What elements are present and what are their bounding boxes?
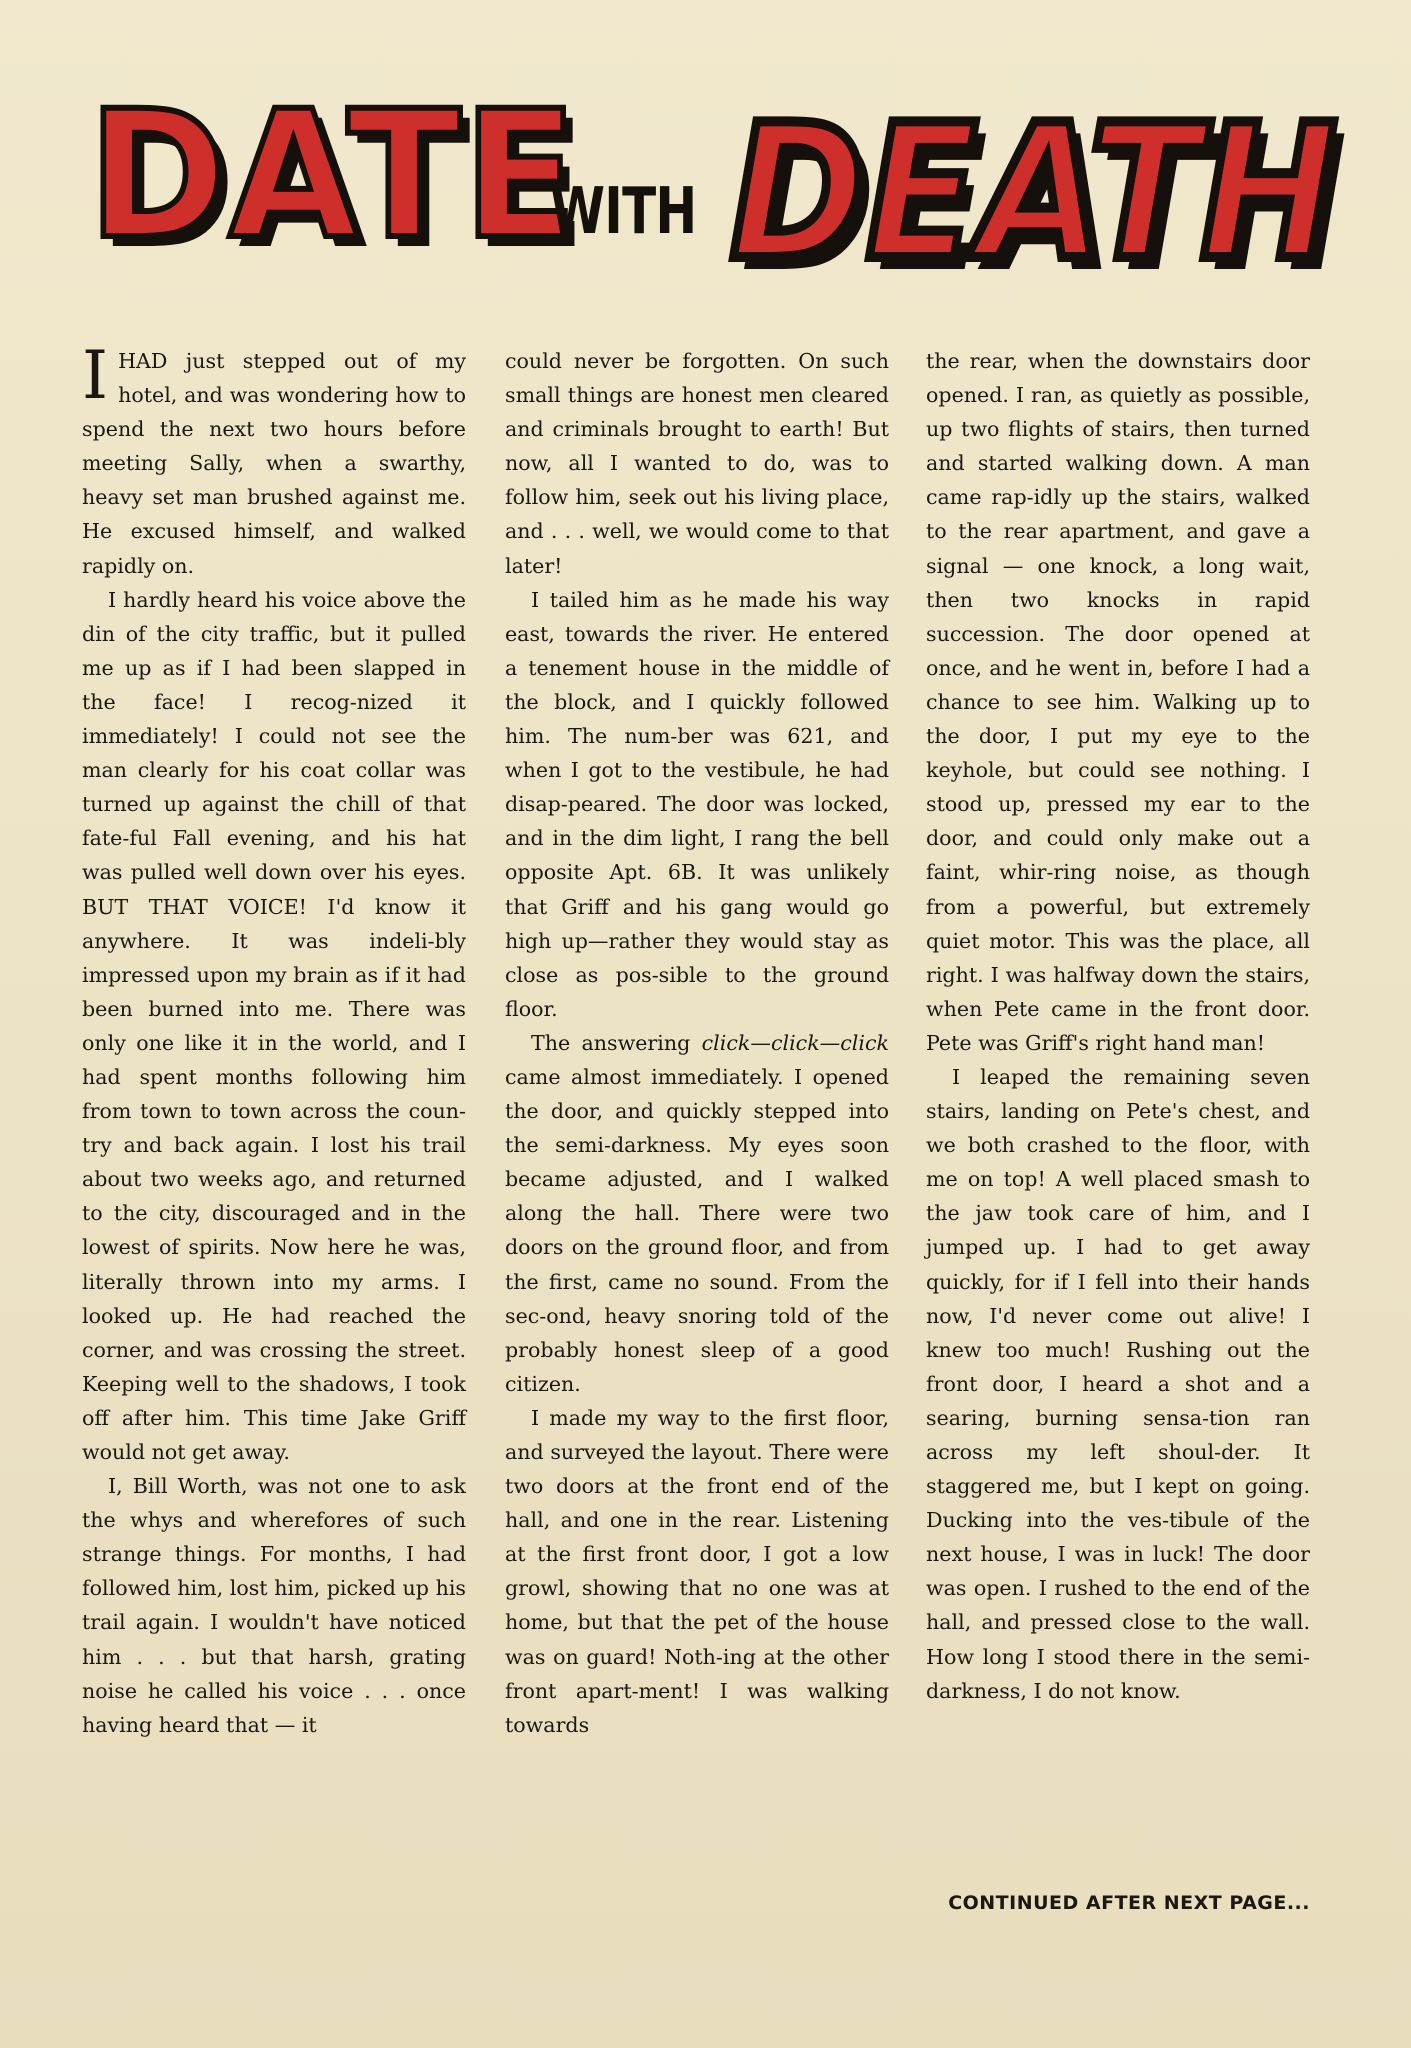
paragraph: could never be forgotten. On such small things are honest men cleared and criminals brought to earth! But now, all I wanted to do, was to follow him, seek out his living place, and . . . well, we would come to that later! <box>505 349 889 578</box>
paragraph-text: The answering <box>531 1030 702 1055</box>
text-column-3 <box>926 344 1310 1708</box>
paragraph: I leaped the remaining seven stairs, landing on Pete's chest, and we both crashed to the floor, with me on top! A well placed smash to the jaw took care of him, and I jumped up. I had to get away quickly, for if I fell into their hands now, I'd never come out alive! I knew too much! Rushing out the front door, I heard a shot and a searing, burning sensa-tion ran across my left shoul-der. It staggered me, but I kept on going. Ducking into the ves-tibule of the next house, I was in luck! The door was open. I rushed to the end of the hall, and pressed close to the wall. How long I stood there in the semi-darkness, I do not know. <box>926 1064 1310 1703</box>
paragraph: I made my way to the first floor, and surveyed the layout. There were two doors at the front end of the hall, and one in the rear. Listening at the first front door, I got a low growl, showing that no one was at home, but that the pet of the house was on guard! Noth-ing at the other front apart-ment! I was walking towards <box>505 1405 889 1737</box>
paragraph: the rear, when the downstairs door opened. I ran, as quietly as possible, up two flights of stairs, then turned and started walking down. A man came rap-idly up the stairs, walked to the rear apartment, and gave a signal — one knock, a long wait, then two knocks in rapid succession. The door opened at once, and he went in, before I had a chance to see him. Walking up to the door, I put my eye to the keyhole, but could see nothing. I stood up, pressed my ear to the door, and could only make out a faint, whir-ring noise, as though from a powerful, but extremely quiet motor. This was the place, all right. I was halfway down the stairs, when Pete came in the front door. Pete was Griff's right hand man! <box>926 349 1310 1055</box>
drop-cap: I <box>82 337 109 414</box>
sound-effect-text: click—click—click <box>701 1030 889 1055</box>
title-word-date: DATE <box>88 73 580 278</box>
continued-notice: CONTINUED AFTER NEXT PAGE... <box>948 1892 1310 1914</box>
paragraph: I hardly heard his voice above the din of the city traffic, but it pulled me up as if I had been slapped in the face! I recog-nized it immediately! I could not see the man clearly for his coat collar was turned up against the chill of that fate-ful Fall evening, and his hat was pulled well down over his eyes. BUT THAT VOICE! I'd know it anywhere. It was indeli-bly impressed upon my brain as if it had been burned into me. There was only one like it in the world, and I had spent months following him from town to town across the coun-try and back again. I lost his trail about two weeks ago, and returned to the city, discouraged and in the lowest of spirits. Now here he was, literally thrown into my arms. I looked up. He had reached the corner, and was crossing the street. Keeping well to the shadows, I took off after him. This time Jake Griff would not get away. <box>82 587 466 1464</box>
text-column-1 <box>82 337 466 1742</box>
text-column-2 <box>505 344 889 1742</box>
title-word-death: DEATH <box>730 84 1338 301</box>
paragraph <box>505 1026 889 1401</box>
paragraph: I, Bill Worth, was not one to ask the whys and wherefores of such strange things. For months, I had followed him, lost him, picked up his trail again. I wouldn't have noticed him . . . but that harsh, grating noise he called his voice . . . once having heard that — it <box>82 1474 466 1737</box>
story-title <box>88 73 1338 320</box>
paragraph <box>82 337 466 583</box>
title-word-with: WITH <box>550 175 697 249</box>
paragraph-text: HAD just stepped out of my hotel, and was wondering how to spend the next two hours before meeting Sally, when a swarthy, heavy set man brushed against me. He excused himself, and walked rapidly on. <box>82 349 466 578</box>
paragraph-text: came almost immediately. I opened the door, and quickly stepped into the semi-darkness. My eyes soon became adjusted, and I walked along the hall. There were two doors on the ground floor, and from the first, came no sound. From the sec-ond, heavy snoring told of the probably honest sleep of a good citizen. <box>505 1064 889 1396</box>
paragraph: I tailed him as he made his way east, towards the river. He entered a tenement house in the middle of the block, and I quickly followed him. The num-ber was 621, and when I got to the vestibule, he had disap-peared. The door was locked, and in the dim light, I rang the bell opposite Apt. 6B. It was unlikely that Griff and his gang would go high up—rather they would stay as close as pos-sible to the ground floor. <box>505 587 889 1021</box>
